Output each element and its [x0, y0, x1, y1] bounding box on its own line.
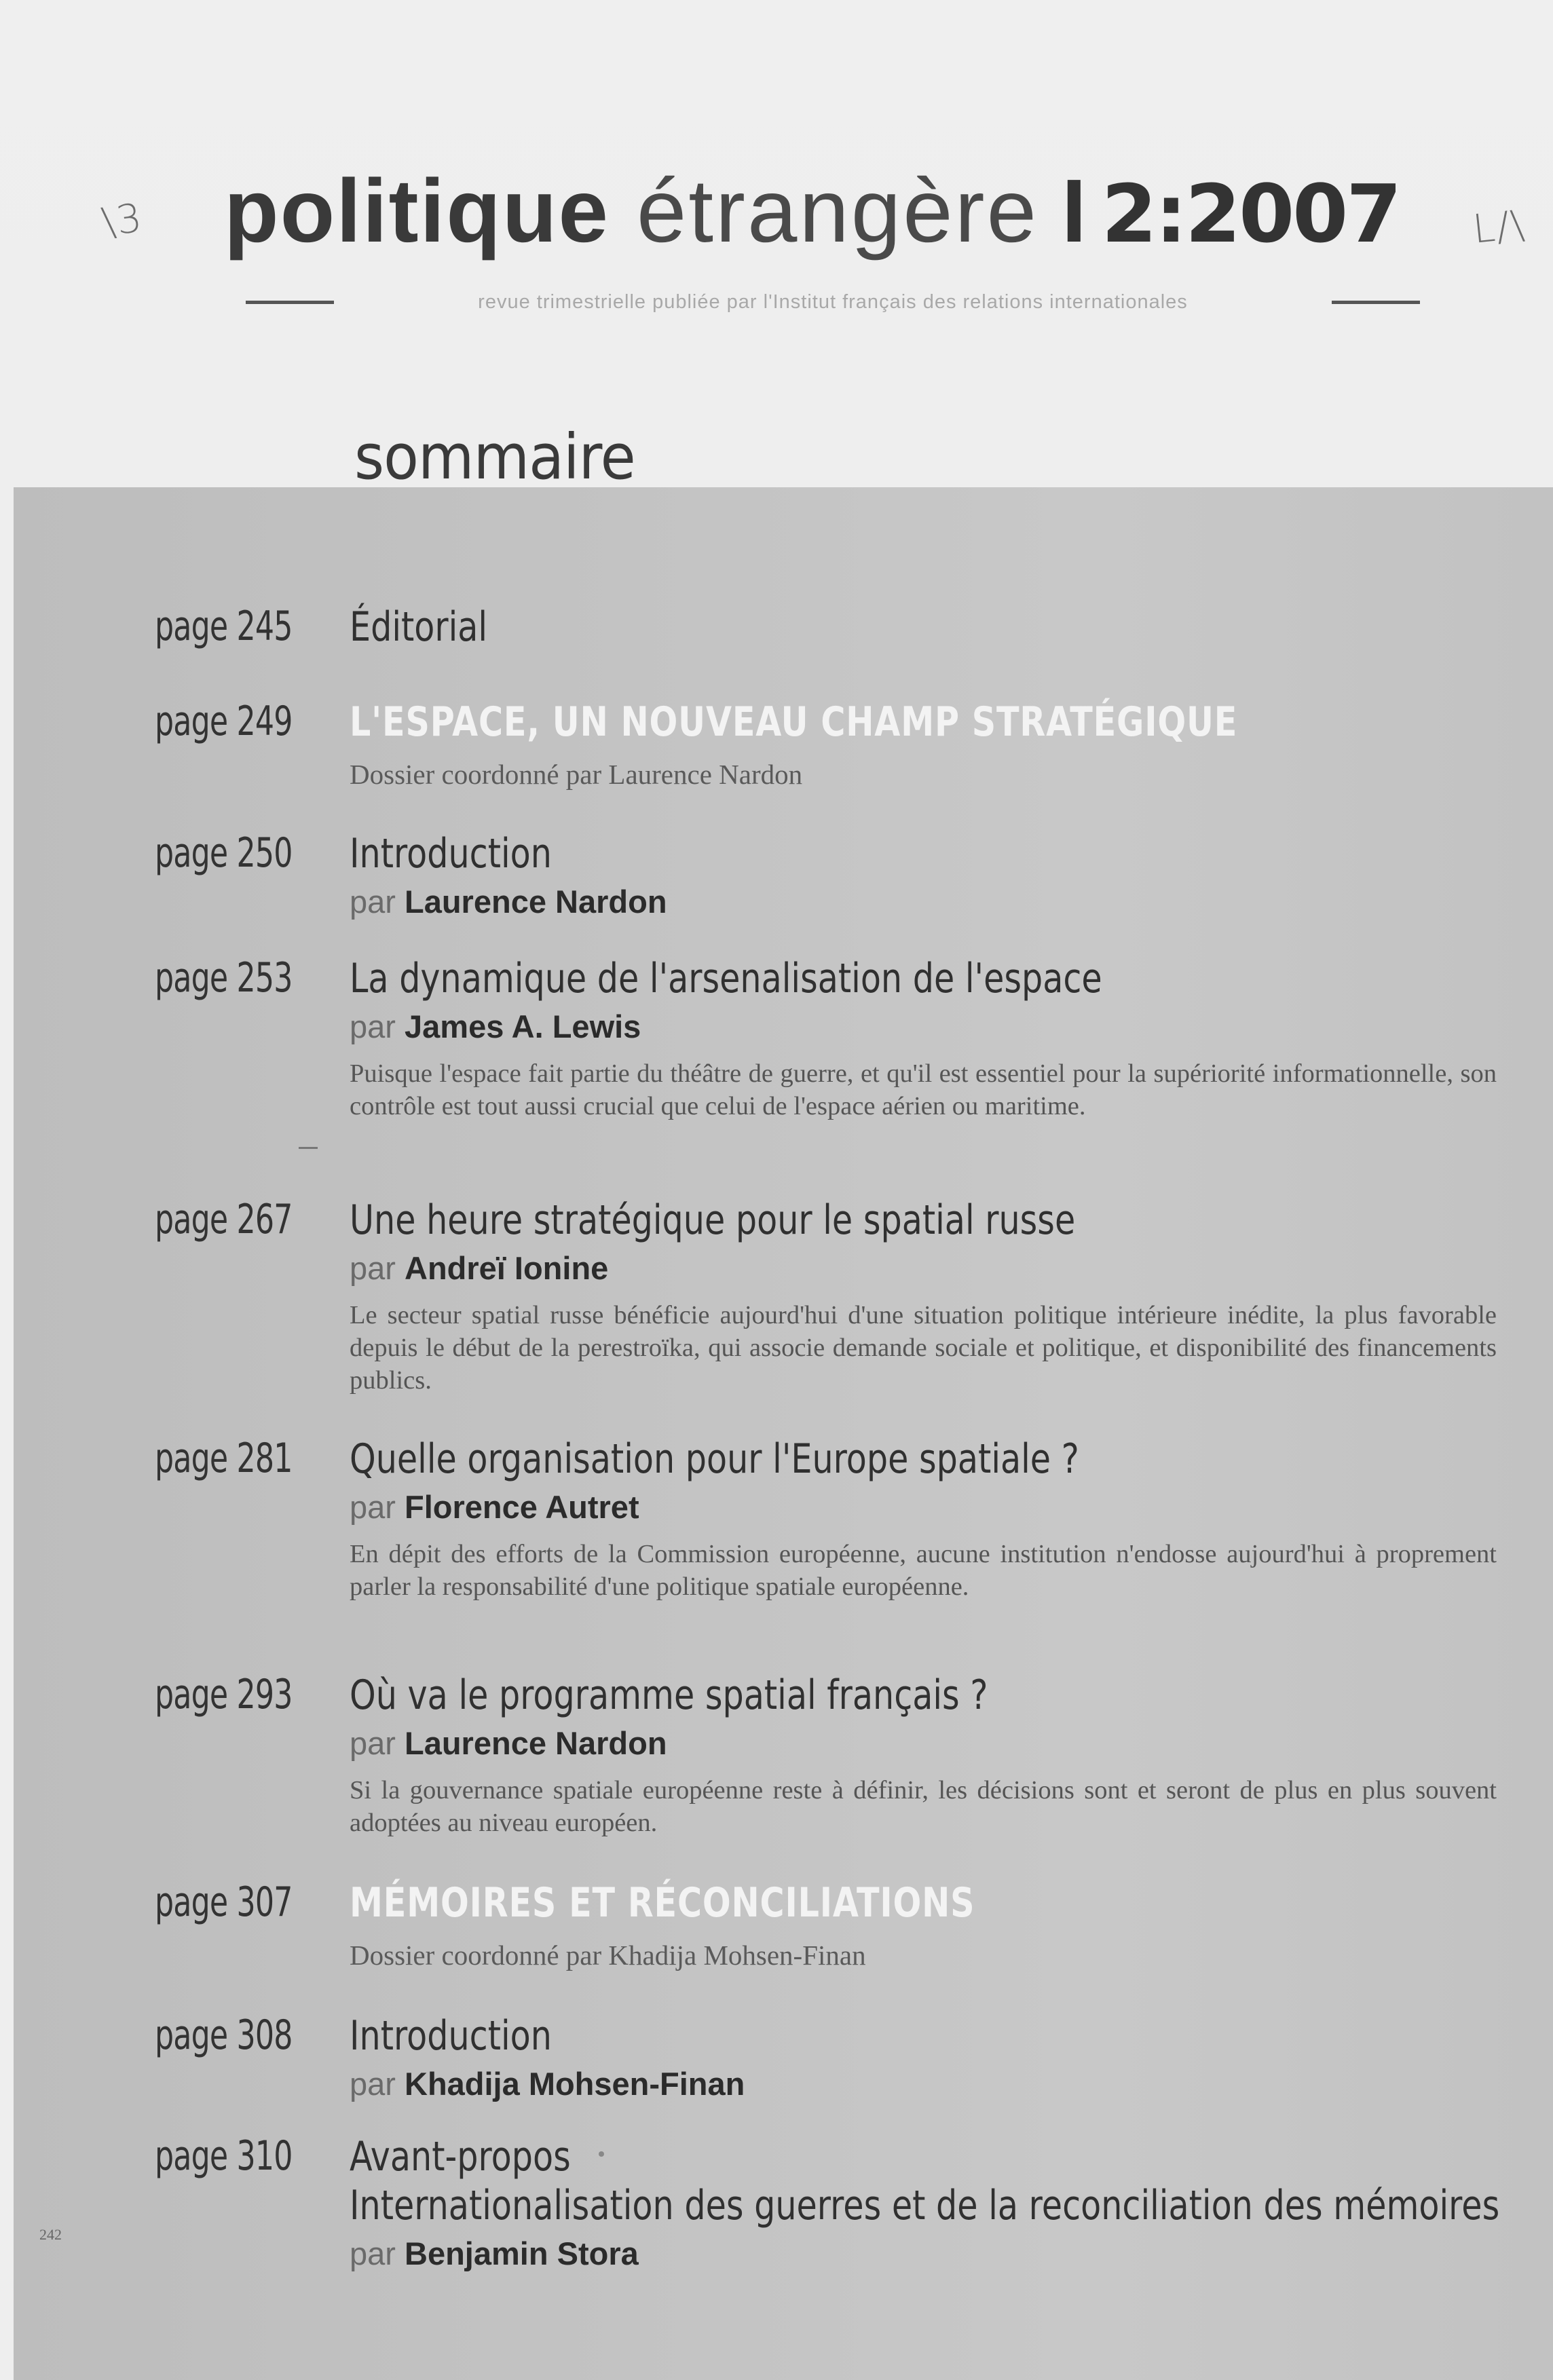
- entry-title: Introduction: [350, 830, 552, 877]
- entry-title: Éditorial: [350, 603, 488, 651]
- author-name: Benjamin Stora: [405, 2235, 639, 2271]
- entry-byline: [350, 2233, 1503, 2275]
- page-number: page 267: [155, 1196, 293, 1243]
- subtitle-rule-left: [246, 301, 334, 304]
- entry-title: La dynamique de l'arsenalisation de l'espace: [350, 955, 1102, 1002]
- masthead-separator: I: [1061, 161, 1087, 261]
- entry-byline: [350, 1006, 1503, 1048]
- entry-abstract: Si la gouvernance spatiale européenne reste à définir, les décisions sont et seront de plus en plus souvent adoptées au niveau européen.: [350, 1776, 1497, 1837]
- entry-byline: [350, 1486, 1503, 1528]
- handwritten-note-left: \3: [98, 194, 146, 246]
- page-number: page 307: [155, 1878, 293, 1926]
- page-number: page 249: [155, 698, 293, 745]
- section-title: MÉMOIRES ET RÉCONCILIATIONS: [350, 1879, 975, 1927]
- margin-dot: [599, 2151, 604, 2157]
- page-number: page 250: [155, 829, 293, 877]
- masthead-title-light: étrangère: [636, 161, 1039, 261]
- masthead: [224, 159, 1400, 262]
- by-label: par: [350, 884, 396, 920]
- section-coordinator: Dossier coordonné par Laurence Nardon: [350, 759, 803, 790]
- page-number: page 310: [155, 2132, 293, 2180]
- subtitle-rule-right: [1332, 301, 1420, 304]
- entry-title: Introduction: [350, 2012, 552, 2060]
- page-title: sommaire: [354, 421, 635, 493]
- by-label: par: [350, 1489, 396, 1525]
- entry-title: Où va le programme spatial français ?: [350, 1671, 988, 1719]
- by-label: par: [350, 1008, 396, 1044]
- masthead-subtitle-row: [246, 288, 1420, 316]
- handwritten-note-right: L/\: [1470, 201, 1528, 252]
- folio-number: 242: [39, 2226, 62, 2243]
- by-label: par: [350, 2066, 396, 2102]
- margin-mark: [299, 1147, 318, 1149]
- masthead-subtitle: revue trimestrielle publiée par l'Institut français des relations internationales: [478, 290, 1188, 313]
- entry-byline: [350, 881, 1503, 923]
- entry-title: Une heure stratégique pour le spatial russe: [350, 1196, 1076, 1244]
- entry-byline: [350, 1722, 1503, 1764]
- entry-abstract: En dépit des efforts de la Commission européenne, aucune institution n'endosse aujourd'hui à proprement parler la responsabilité d'une politique spatiale européenne.: [350, 1540, 1497, 1601]
- entry-title: Quelle organisation pour l'Europe spatiale ?: [350, 1435, 1079, 1483]
- entry-byline: [350, 1247, 1503, 1289]
- section-coordinator: Dossier coordonné par Khadija Mohsen-Finan: [350, 1940, 866, 1971]
- entry-abstract: Le secteur spatial russe bénéficie aujourd'hui d'une situation politique intérieure inédite, la plus favorable depuis le début de la perestroïka, qui associe demande sociale et politique, et disponibilité des financements publics.: [350, 1301, 1497, 1395]
- author-name: Khadija Mohsen-Finan: [405, 2066, 745, 2102]
- author-name: Andreï Ionine: [405, 1250, 609, 1286]
- masthead-issue: 2:2007: [1101, 167, 1400, 261]
- author-name: James A. Lewis: [405, 1008, 641, 1044]
- page-number: page 281: [155, 1435, 293, 1482]
- by-label: par: [350, 2235, 396, 2271]
- by-label: par: [350, 1725, 396, 1761]
- entry-subtitle: Internationalisation des guerres et de la reconciliation des mémoires: [350, 2182, 1500, 2229]
- entry-byline: [350, 2063, 1503, 2105]
- author-name: Florence Autret: [405, 1489, 639, 1525]
- page-number: page 293: [155, 1671, 293, 1718]
- entry-abstract: Puisque l'espace fait partie du théâtre de guerre, et qu'il est essentiel pour la supériorité informationnelle, son contrôle est tout aussi crucial que celui de l'espace aérien ou maritime.: [350, 1059, 1497, 1120]
- entry-title: Avant-propos: [350, 2133, 571, 2180]
- by-label: par: [350, 1250, 396, 1286]
- section-title: L'ESPACE, UN NOUVEAU CHAMP STRATÉGIQUE: [350, 698, 1238, 746]
- page-number: page 308: [155, 2011, 293, 2059]
- masthead-title-bold: politique: [224, 161, 610, 261]
- author-name: Laurence Nardon: [405, 884, 667, 920]
- page-number: page 253: [155, 954, 293, 1002]
- author-name: Laurence Nardon: [405, 1725, 667, 1761]
- page-number: page 245: [155, 603, 293, 650]
